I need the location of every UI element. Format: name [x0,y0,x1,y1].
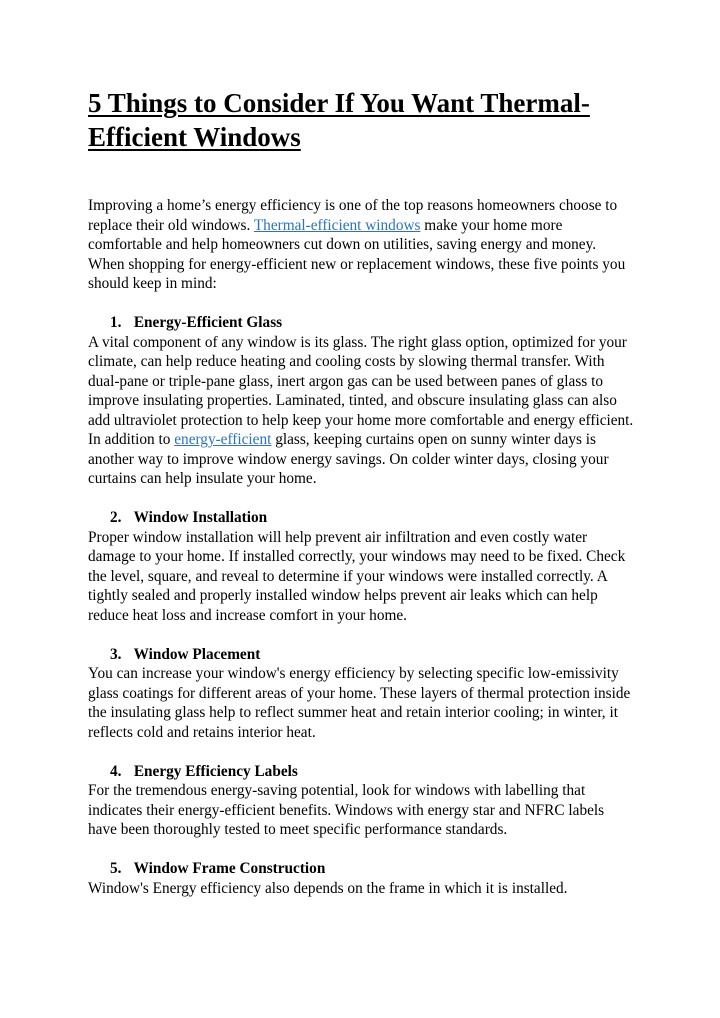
section-number: 5. [110,860,122,877]
section-heading [88,762,636,782]
intro-paragraph [88,196,636,294]
section-title: Window Frame Construction [133,860,326,877]
section-energy-efficient-glass [88,313,636,489]
section-title: Energy Efficiency Labels [133,762,298,780]
section-paragraph: You can increase your window's energy efficiency by selecting specific low-emissivity glass coatings for different areas of your home. These layers of thermal protection inside the insulating glass help to reflect summer heat and retain interior cooling; in winter, it reflects cold and retains interior heat. [88,665,631,741]
section-title: Energy-Efficient Glass [133,314,283,331]
section-paragraph: Window's Energy efficiency also depends on the frame in which it is installed. [88,879,568,897]
section-heading [88,859,636,879]
section-number: 1. [110,314,122,331]
section-window-placement [88,645,636,743]
document-title: 5 Things to Consider If You Want Thermal-Efficient Windows [88,88,590,152]
section-window-frame-construction [88,859,636,898]
section-title: Window Placement [133,645,261,663]
thermal-efficient-windows-link[interactable]: Thermal-efficient windows [253,216,421,234]
section-paragraph: For the tremendous energy-saving potential, look for windows with labelling that indicates their energy-efficient benefits. Windows with energy star and NFRC labels have been thoroughly tested to meet specific performance standards. [88,782,605,838]
section-number: 2. [110,509,122,526]
section-heading [88,508,636,528]
section-number: 3. [110,645,122,663]
section-title: Window Installation [133,509,268,526]
section-paragraph: Proper window installation will help prevent air infiltration and even costly water damage to your home. If installed correctly, your windows may need to be fixed. Check the level, square, and reveal to determine if your windows were installed correctly. A tightly sealed and properly installed window helps prevent air leaks which can help reduce heat loss and increase comfort in your home. [88,528,626,624]
document-page [88,86,636,898]
section-paragraph: A vital component of any window is its glass. The right glass option, optimized for your climate, can help reduce heating and cooling costs by slowing thermal transfer. With dual-pane or triple-pane glass, inert argon gas can be used between panes of glass to improve insulating properties. Laminated, tinted, and obscure insulating glass can also add ultraviolet protection to help keep your home more comfortable and energy efficient. [88,333,634,429]
section-heading [88,645,636,665]
section-number: 4. [110,762,122,780]
section-energy-efficiency-labels [88,762,636,840]
section-heading [88,313,636,333]
intro-text-before: Improving a home’s energy efficiency is one of the top reasons homeowners choose to replace their old windows. [88,197,618,234]
section-window-installation [88,508,636,625]
paragraph-text-after: glass, keeping curtains open on sunny winter days is another way to improve window energy savings. On colder winter days, closing your curtains can help insulate your home. [88,431,609,487]
energy-efficient-link[interactable]: energy-efficient [174,431,272,448]
intro-text-after: make your home more comfortable and help homeowners cut down on utilities, saving energy and money. When shopping for energy-efficient new or replacement windows, these five points you should keep in mind: [88,216,626,292]
section-paragraph-2 [88,430,636,489]
paragraph-text-before: In addition to [88,431,175,448]
